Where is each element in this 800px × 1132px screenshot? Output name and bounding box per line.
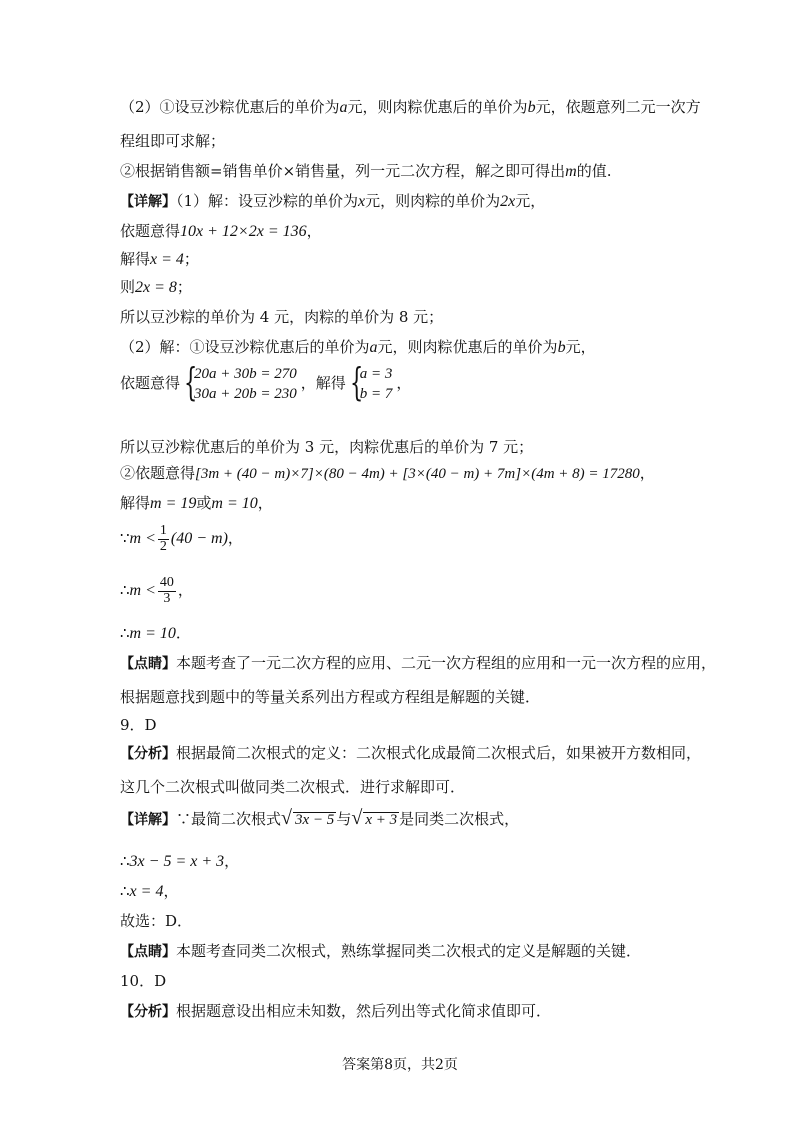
section-tag: 【分析】 xyxy=(120,746,176,762)
text-line xyxy=(120,854,239,870)
text: ， xyxy=(306,222,322,240)
numerator: 1 xyxy=(159,523,167,538)
text-line xyxy=(120,280,192,296)
text: 的值. xyxy=(576,162,612,180)
text: ． xyxy=(175,624,191,642)
text-line xyxy=(120,746,701,761)
text: ， xyxy=(396,374,412,392)
because-symbol: ∵ xyxy=(120,529,130,548)
text-line xyxy=(120,524,243,554)
text-line xyxy=(120,780,465,795)
text-line xyxy=(120,914,192,929)
radicand: 3x − 5 xyxy=(295,812,335,828)
page-footer: 答案第8页，共2页 xyxy=(342,1057,458,1073)
system-row: a = 3 xyxy=(359,366,393,382)
text: 或 xyxy=(196,494,212,512)
text: （1）解：设豆沙粽的单价为 xyxy=(176,192,359,210)
math-variable: a xyxy=(369,339,378,356)
text: ， xyxy=(639,464,655,482)
text: 元， xyxy=(515,192,546,210)
text: 则 xyxy=(120,278,136,296)
equation-system xyxy=(184,360,297,404)
fraction xyxy=(158,576,176,606)
therefore-symbol: ∴ xyxy=(120,882,130,900)
text-line xyxy=(120,194,545,210)
text: 所以豆沙粽的单价为 4 元，肉粽的单价为 8 元； xyxy=(120,308,444,326)
system-row: 20a + 30b = 270 xyxy=(194,366,297,382)
math-equation: [3m + (40 − m)×7]×(80 − 4m) + [3×(40 − m) + 7m]×(4m + 8) = 17280 xyxy=(195,466,640,482)
text: 解得 xyxy=(120,494,151,512)
text: ； xyxy=(176,278,192,296)
text: 10．D xyxy=(120,972,167,990)
section-tag: 【详解】 xyxy=(120,812,176,828)
answer-number xyxy=(120,974,166,989)
math-expression: m < xyxy=(129,582,156,600)
math-equation: x = 4 xyxy=(129,883,164,900)
left-brace-icon: { xyxy=(184,360,198,404)
text: 元，则肉粽优惠后的单价为 xyxy=(347,98,528,116)
because-symbol: ∵ xyxy=(176,810,192,828)
text: 本题考查了一元二次方程的应用、二元一次方程组的应用和一元一次方程的应用， xyxy=(176,654,717,672)
text-line xyxy=(120,496,273,512)
text-line xyxy=(120,1004,551,1019)
system-row: b = 7 xyxy=(359,386,393,402)
text-line xyxy=(120,252,199,268)
text-line xyxy=(120,164,611,180)
text-line xyxy=(120,576,193,606)
math-equation: x = 4 xyxy=(150,251,184,268)
text-line xyxy=(120,224,322,240)
math-equation: m = 10 xyxy=(211,495,258,512)
text: 与 xyxy=(336,810,352,828)
text: 根据题意找到题中的等量关系列出方程或方程组是解题的关键． xyxy=(120,688,541,706)
text-line xyxy=(120,626,191,642)
text-line xyxy=(120,656,716,671)
text: ， xyxy=(177,581,193,600)
math-equation: 2x = 8 xyxy=(135,279,177,296)
text: 元，依题意列二元一次方 xyxy=(535,98,701,116)
math-variable: x xyxy=(358,193,366,210)
text-line xyxy=(120,360,412,404)
text: 这几个二次根式叫做同类二次根式．进行求解即可． xyxy=(120,778,466,796)
fraction xyxy=(158,524,169,554)
text: 9．D xyxy=(120,716,157,734)
text: ， xyxy=(227,529,243,548)
math-equation: 3x − 5 = x + 3 xyxy=(129,853,225,870)
section-tag: 【点睛】 xyxy=(120,944,176,960)
math-expression: m < xyxy=(129,530,156,548)
text-line xyxy=(120,100,701,116)
text: 根据题意设出相应未知数，然后列出等式化简求值即可． xyxy=(176,1002,552,1020)
denominator: 3 xyxy=(163,590,171,606)
text: ，解得 xyxy=(300,374,346,392)
numerator: 40 xyxy=(159,575,174,590)
sqrt-icon: √ xyxy=(351,807,363,829)
text: （2）①设豆沙粽优惠后的单价为 xyxy=(120,98,340,116)
math-equation: 10x + 12×2x = 136 xyxy=(180,223,307,240)
sqrt-icon: √ xyxy=(281,807,293,829)
text: 最简二次根式 xyxy=(191,810,282,828)
text: ②根据销售额=销售单价×销售量，列一元二次方程，解之即可得出 xyxy=(120,162,566,180)
text: （2）解：①设豆沙粽优惠后的单价为 xyxy=(120,338,370,356)
therefore-symbol: ∴ xyxy=(120,581,130,600)
section-tag: 【点睛】 xyxy=(120,656,176,672)
text: ， xyxy=(257,494,273,512)
text: 本题考查同类二次根式，熟练掌握同类二次根式的定义是解题的关键． xyxy=(176,942,642,960)
text: 元，则肉粽优惠后的单价为 xyxy=(377,338,558,356)
left-brace-icon: { xyxy=(349,360,364,404)
text-line xyxy=(120,690,540,705)
text: ， xyxy=(224,852,240,870)
math-expression: 2x xyxy=(500,193,516,210)
text: 依题意得 xyxy=(120,222,181,240)
text-line xyxy=(120,884,178,900)
solution-system xyxy=(349,360,393,404)
section-tag: 【详解】 xyxy=(120,194,176,210)
text: 解得 xyxy=(120,250,151,268)
math-variable: b xyxy=(557,339,566,356)
text: 是同类二次根式， xyxy=(399,810,520,828)
answer-number xyxy=(120,718,157,733)
text-line xyxy=(120,310,443,325)
math-variable: m xyxy=(565,163,577,180)
math-equation: m = 19 xyxy=(150,495,197,512)
denominator: 2 xyxy=(159,538,167,554)
radical xyxy=(281,807,336,829)
text: 依题意得 xyxy=(120,374,181,392)
math-variable: b xyxy=(527,99,536,116)
radical xyxy=(351,807,399,829)
radicand: x + 3 xyxy=(365,812,398,828)
text-line xyxy=(120,466,655,482)
text: 故选：D． xyxy=(120,912,193,930)
math-variable: a xyxy=(339,99,348,116)
text: 所以豆沙粽优惠后的单价为 3 元，肉粽优惠后的单价为 7 元； xyxy=(120,438,534,456)
math-equation: m = 10 xyxy=(129,625,176,642)
text: ②依题意得 xyxy=(120,464,196,482)
text: 元， xyxy=(565,338,596,356)
text: 根据最简二次根式的定义：二次根式化成最简二次根式后，如果被开方数相同， xyxy=(176,744,702,762)
text: 元，则肉粽的单价为 xyxy=(365,192,501,210)
system-row: 30a + 20b = 230 xyxy=(194,386,297,402)
text: ， xyxy=(163,882,179,900)
section-tag: 【分析】 xyxy=(120,1004,176,1020)
text-line xyxy=(120,340,596,356)
math-expression: (40 − m) xyxy=(170,530,228,548)
text-line xyxy=(120,944,641,959)
text-line xyxy=(120,134,225,149)
therefore-symbol: ∴ xyxy=(120,624,130,642)
text: ； xyxy=(183,250,199,268)
text-line xyxy=(120,440,533,455)
therefore-symbol: ∴ xyxy=(120,852,130,870)
text-line xyxy=(120,807,520,829)
text: 程组即可求解； xyxy=(120,132,226,150)
